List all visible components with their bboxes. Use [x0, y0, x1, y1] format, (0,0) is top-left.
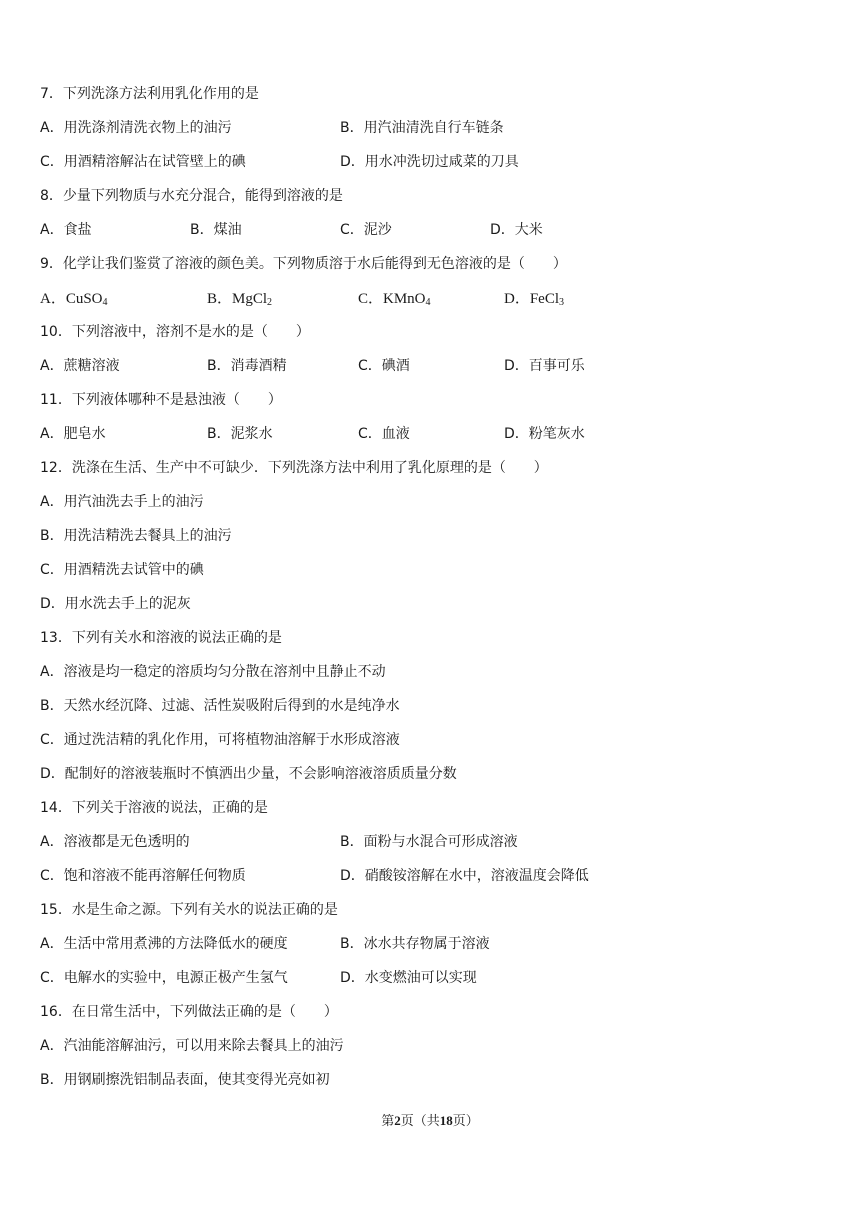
question-12-option-d: D．用水洗去手上的泥灰 — [40, 596, 191, 612]
question-12-option-c: C．用酒精洗去试管中的碘 — [40, 562, 204, 578]
footer-prefix: 第 — [381, 1113, 395, 1128]
question-11-option-c: C．血液 — [358, 426, 410, 442]
question-15-stem: 15．水是生命之源。下列有关水的说法正确的是 — [40, 902, 338, 918]
question-15-option-b: B．冰水共存物属于溶液 — [340, 936, 490, 952]
question-9-option-d: D．FeCl$_3$ — [504, 291, 565, 308]
question-14-option-a: A．溶液都是无色透明的 — [40, 834, 190, 850]
question-14-option-c: C．饱和溶液不能再溶解任何物质 — [40, 868, 246, 884]
question-12-stem: 12．洗涤在生活、生产中不可缺少．下列洗涤方法中利用了乳化原理的是（ ） — [40, 460, 548, 476]
footer-suffix: 页） — [452, 1113, 479, 1128]
question-9-option-c: C．KMnO$_4$ — [358, 291, 431, 308]
question-14-option-d: D．硝酸铵溶解在水中，溶液温度会降低 — [340, 868, 589, 884]
question-12-option-b: B．用洗洁精洗去餐具上的油污 — [40, 528, 232, 544]
question-16-stem: 16．在日常生活中，下列做法正确的是（ ） — [40, 1004, 338, 1020]
question-11-option-d: D．粉笔灰水 — [504, 426, 585, 442]
question-15-option-d: D．水变燃油可以实现 — [340, 970, 477, 986]
question-15-option-c: C．电解水的实验中，电源正极产生氢气 — [40, 970, 288, 986]
question-7-stem: 7．下列洗涤方法利用乳化作用的是 — [40, 86, 259, 102]
question-8-option-c: C．泥沙 — [340, 222, 392, 238]
question-12-option-a: A．用汽油洗去手上的油污 — [40, 494, 204, 510]
question-14-stem: 14．下列关于溶液的说法，正确的是 — [40, 800, 268, 816]
question-11-stem: 11．下列液体哪种不是悬浊液（ ） — [40, 392, 282, 408]
question-11-option-b: B．泥浆水 — [207, 426, 273, 442]
question-8-option-a: A．食盐 — [40, 222, 92, 238]
question-13-option-b: B．天然水经沉降、过滤、活性炭吸附后得到的水是纯净水 — [40, 698, 400, 714]
question-9-option-a: A．CuSO$_4$ — [40, 291, 108, 308]
question-9-stem: 9．化学让我们鉴赏了溶液的颜色美。下列物质溶于水后能得到无色溶液的是（ ） — [40, 256, 567, 272]
page-number: 2 — [394, 1113, 401, 1128]
question-7-option-c: C．用酒精溶解沾在试管壁上的碘 — [40, 154, 246, 170]
question-11-option-a: A．肥皂水 — [40, 426, 106, 442]
question-10-stem: 10．下列溶液中，溶剂不是水的是（ ） — [40, 324, 310, 340]
question-13-option-a: A．溶液是均一稳定的溶质均匀分散在溶剂中且静止不动 — [40, 664, 386, 680]
question-13-option-d: D．配制好的溶液装瓶时不慎洒出少量，不会影响溶液溶质质量分数 — [40, 766, 457, 782]
page-footer — [0, 1110, 860, 1129]
question-16-option-b: B．用钢刷擦洗铝制品表面，使其变得光亮如初 — [40, 1072, 330, 1088]
question-10-option-d: D．百事可乐 — [504, 358, 585, 374]
total-pages: 18 — [439, 1113, 453, 1128]
question-8-stem: 8．少量下列物质与水充分混合，能得到溶液的是 — [40, 188, 343, 204]
question-10-option-b: B．消毒酒精 — [207, 358, 287, 374]
question-7-option-b: B．用汽油清洗自行车链条 — [340, 120, 504, 136]
question-16-option-a: A．汽油能溶解油污，可以用来除去餐具上的油污 — [40, 1038, 344, 1054]
question-8-option-d: D．大米 — [490, 222, 543, 238]
question-9-option-b: B．MgCl$_2$ — [207, 291, 273, 308]
question-8-option-b: B．煤油 — [190, 222, 242, 238]
question-7-option-d: D．用水冲洗切过咸菜的刀具 — [340, 154, 519, 170]
question-7-option-a: A．用洗涤剂清洗衣物上的油污 — [40, 120, 232, 136]
question-13-stem: 13．下列有关水和溶液的说法正确的是 — [40, 630, 282, 646]
question-10-option-c: C．碘酒 — [358, 358, 410, 374]
question-14-option-b: B．面粉与水混合可形成溶液 — [340, 834, 518, 850]
question-15-option-a: A．生活中常用煮沸的方法降低水的硬度 — [40, 936, 288, 952]
footer-middle: 页（共 — [400, 1113, 440, 1128]
question-13-option-c: C．通过洗洁精的乳化作用，可将植物油溶解于水形成溶液 — [40, 732, 400, 748]
question-10-option-a: A．蔗糖溶液 — [40, 358, 120, 374]
